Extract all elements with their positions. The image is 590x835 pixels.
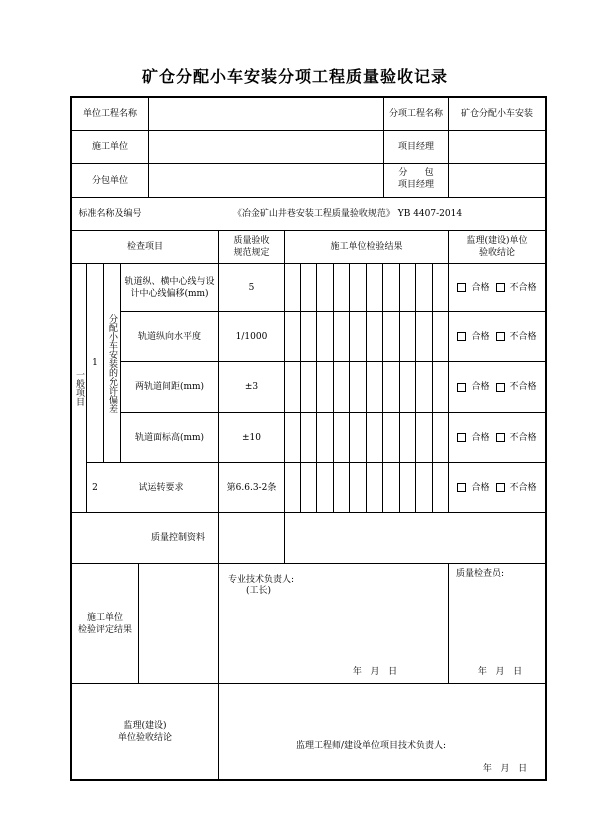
fail-label: 不合格 xyxy=(509,432,537,443)
check-row-2 xyxy=(449,312,545,361)
group-label: 分配小车安装的允许偏差 xyxy=(107,313,117,413)
check-row-4 xyxy=(449,413,545,462)
pass-label: 合格 xyxy=(471,331,490,342)
item-3-spec: ±3 xyxy=(244,382,259,392)
sub-project-value: 矿仓分配小车安装 xyxy=(460,109,533,119)
supervision-eval-label: 监理(建设) 单位验收结论 xyxy=(117,720,172,743)
general-category-label: 一般项目 xyxy=(74,370,84,406)
standard-value: 《冶金矿山井巷安装工程质量验收规范》 YB 4407-2014 xyxy=(232,209,463,219)
inspector-label: 质量检查员: xyxy=(456,569,505,579)
quality-docs-field[interactable] xyxy=(285,513,545,563)
col-supervision-result: 监理(建设)单位 验收结论 xyxy=(466,236,528,258)
pass-label: 合格 xyxy=(471,482,490,493)
fail-label: 不合格 xyxy=(509,282,537,293)
construction-unit-field[interactable] xyxy=(149,131,383,163)
page-title: 矿仓分配小车安装分项工程质量验收记录 xyxy=(141,67,448,86)
col-quality-spec: 质量验收 规范规定 xyxy=(233,236,270,258)
sub-pm-label-line2: 项目经理 xyxy=(397,180,434,190)
unit-project-label: 单位工程名称 xyxy=(82,109,137,119)
subcontract-unit-field[interactable] xyxy=(149,164,383,197)
item-2-name: 轨道纵向水平度 xyxy=(137,331,201,342)
item2-spec: 第6.6.3-2条 xyxy=(226,482,277,493)
standard-label: 标准名称及编号 xyxy=(78,209,142,219)
project-manager-label: 项目经理 xyxy=(397,142,434,152)
foreman-label: (工长) xyxy=(246,586,272,596)
tech-lead-label: 专业技术负责人: xyxy=(228,575,295,585)
construction-unit-label: 施工单位 xyxy=(91,142,128,152)
fail-label: 不合格 xyxy=(509,382,537,392)
pass-label: 合格 xyxy=(471,382,490,392)
item-2-spec: 1/1000 xyxy=(235,331,268,342)
construction-eval-date: 年 月 日 xyxy=(352,667,398,677)
subcontract-unit-label: 分包单位 xyxy=(91,175,128,186)
item-4-name: 轨道面标高(mm) xyxy=(134,432,205,443)
item2-no: 2 xyxy=(92,482,98,493)
sub-pm-field[interactable] xyxy=(449,164,545,197)
fail-checkbox[interactable] xyxy=(496,332,505,341)
item-3-name: 两轨道间距(mm) xyxy=(134,382,205,392)
supervision-date: 年 月 日 xyxy=(482,764,528,774)
col-construction-result: 施工单位检验结果 xyxy=(330,242,403,252)
pass-label: 合格 xyxy=(471,282,490,293)
table-border-bottom xyxy=(70,779,546,781)
fail-checkbox[interactable] xyxy=(496,383,505,392)
pass-checkbox[interactable] xyxy=(457,383,466,392)
fail-checkbox[interactable] xyxy=(496,283,505,292)
unit-project-field[interactable] xyxy=(149,98,383,130)
fail-label: 不合格 xyxy=(509,482,537,493)
pass-checkbox[interactable] xyxy=(457,283,466,292)
construction-eval-label: 施工单位 检验评定结果 xyxy=(77,612,132,635)
table-border-right xyxy=(545,96,547,781)
pass-checkbox[interactable] xyxy=(457,332,466,341)
check-row-3 xyxy=(449,362,545,412)
item-1-name: 轨道纵、横中心线与设计中心线偏移(mm) xyxy=(124,276,215,299)
pass-label: 合格 xyxy=(471,432,490,443)
item-1-spec: 5 xyxy=(248,282,255,293)
fail-checkbox[interactable] xyxy=(496,483,505,492)
col-inspection-item: 检查项目 xyxy=(126,242,163,252)
group-no: 1 xyxy=(92,358,98,368)
item2-name: 试运转要求 xyxy=(138,482,184,493)
supervision-signer-label: 监理工程师/建设单位项目技术负责人: xyxy=(296,741,447,751)
fail-checkbox[interactable] xyxy=(496,433,505,442)
inspector-date: 年 月 日 xyxy=(477,667,523,677)
project-manager-field[interactable] xyxy=(449,131,545,163)
item-4-spec: ±10 xyxy=(242,432,261,443)
sub-project-label: 分项工程名称 xyxy=(388,109,443,119)
check-row-1 xyxy=(449,264,545,311)
quality-docs-label: 质量控制资料 xyxy=(150,533,205,543)
pass-checkbox[interactable] xyxy=(457,433,466,442)
check-row-5 xyxy=(449,463,545,512)
fail-label: 不合格 xyxy=(509,331,537,342)
sub-pm-label-line1: 分 包 xyxy=(398,168,434,178)
pass-checkbox[interactable] xyxy=(457,483,466,492)
